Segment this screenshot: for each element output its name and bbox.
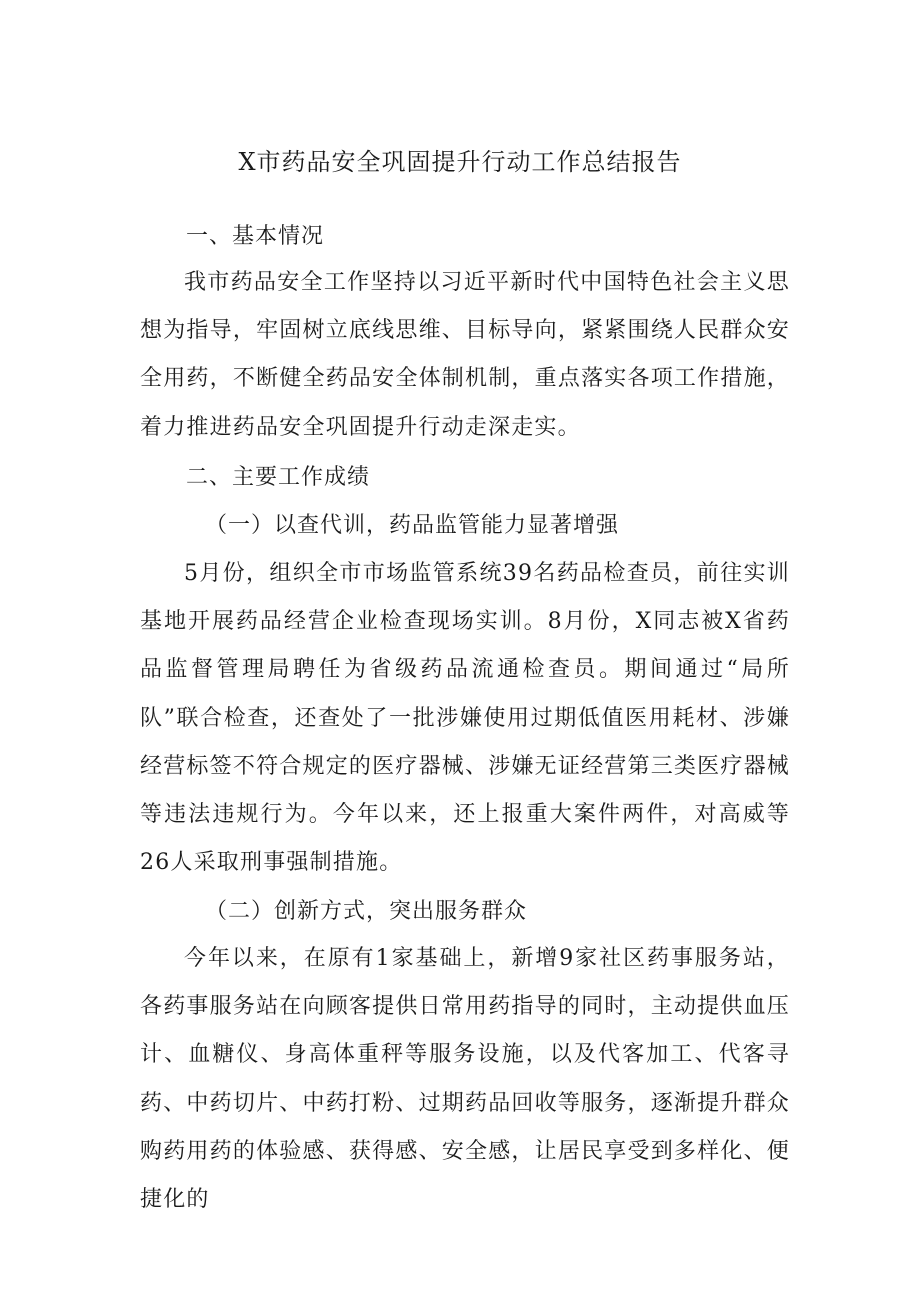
paragraph-innovation-service: 今年以来，在原有1家基础上，新增9家社区药事服务站，各药事服务站在向顾客提供日常用药指导的同时，主动提供血压计、血糖仪、身高体重秤等服务设施，以及代客加工、代客寻药、中药切片、中药打粉、过期药品回收等服务，逐渐提升群众购药用药的体验感、获得感、安全感，让居民享受到多样化、便捷化的 xyxy=(140,946,790,1213)
section-heading-basic-situation: 一、基本情况 xyxy=(186,224,325,249)
subsection-heading-inspection-training: （一）以查代训，药品监管能力显著增强 xyxy=(205,513,620,538)
paragraph-basic-situation: 我市药品安全工作坚持以习近平新时代中国特色社会主义思想为指导，牢固树立底线思维、目标导向，紧紧围绕人民群众安全用药，不断健全药品安全体制机制，重点落实各项工作措施，着力推进药品安全巩固提升行动走深走实。 xyxy=(140,270,790,440)
document-title: X市药品安全巩固提升行动工作总结报告 xyxy=(238,148,682,176)
subsection-heading-innovation-service: （二）创新方式，突出服务群众 xyxy=(205,899,528,924)
paragraph-inspection-training: 5月份，组织全市市场监管系统39名药品检查员，前往实训基地开展药品经营企业检查现场实训。8月份，X同志被X省药品监督管理局聘任为省级药品流通检查员。期间通过“局所队”联合检查，还查处了一批涉嫌使用过期低值医用耗材、涉嫌经营标签不符合规定的医疗器械、涉嫌无证经营第三类医疗器械等违法违规行为。今年以来，还上报重大案件两件，对高威等26人采取刑事强制措施。 xyxy=(140,561,790,876)
section-heading-main-achievements: 二、主要工作成绩 xyxy=(186,465,371,490)
